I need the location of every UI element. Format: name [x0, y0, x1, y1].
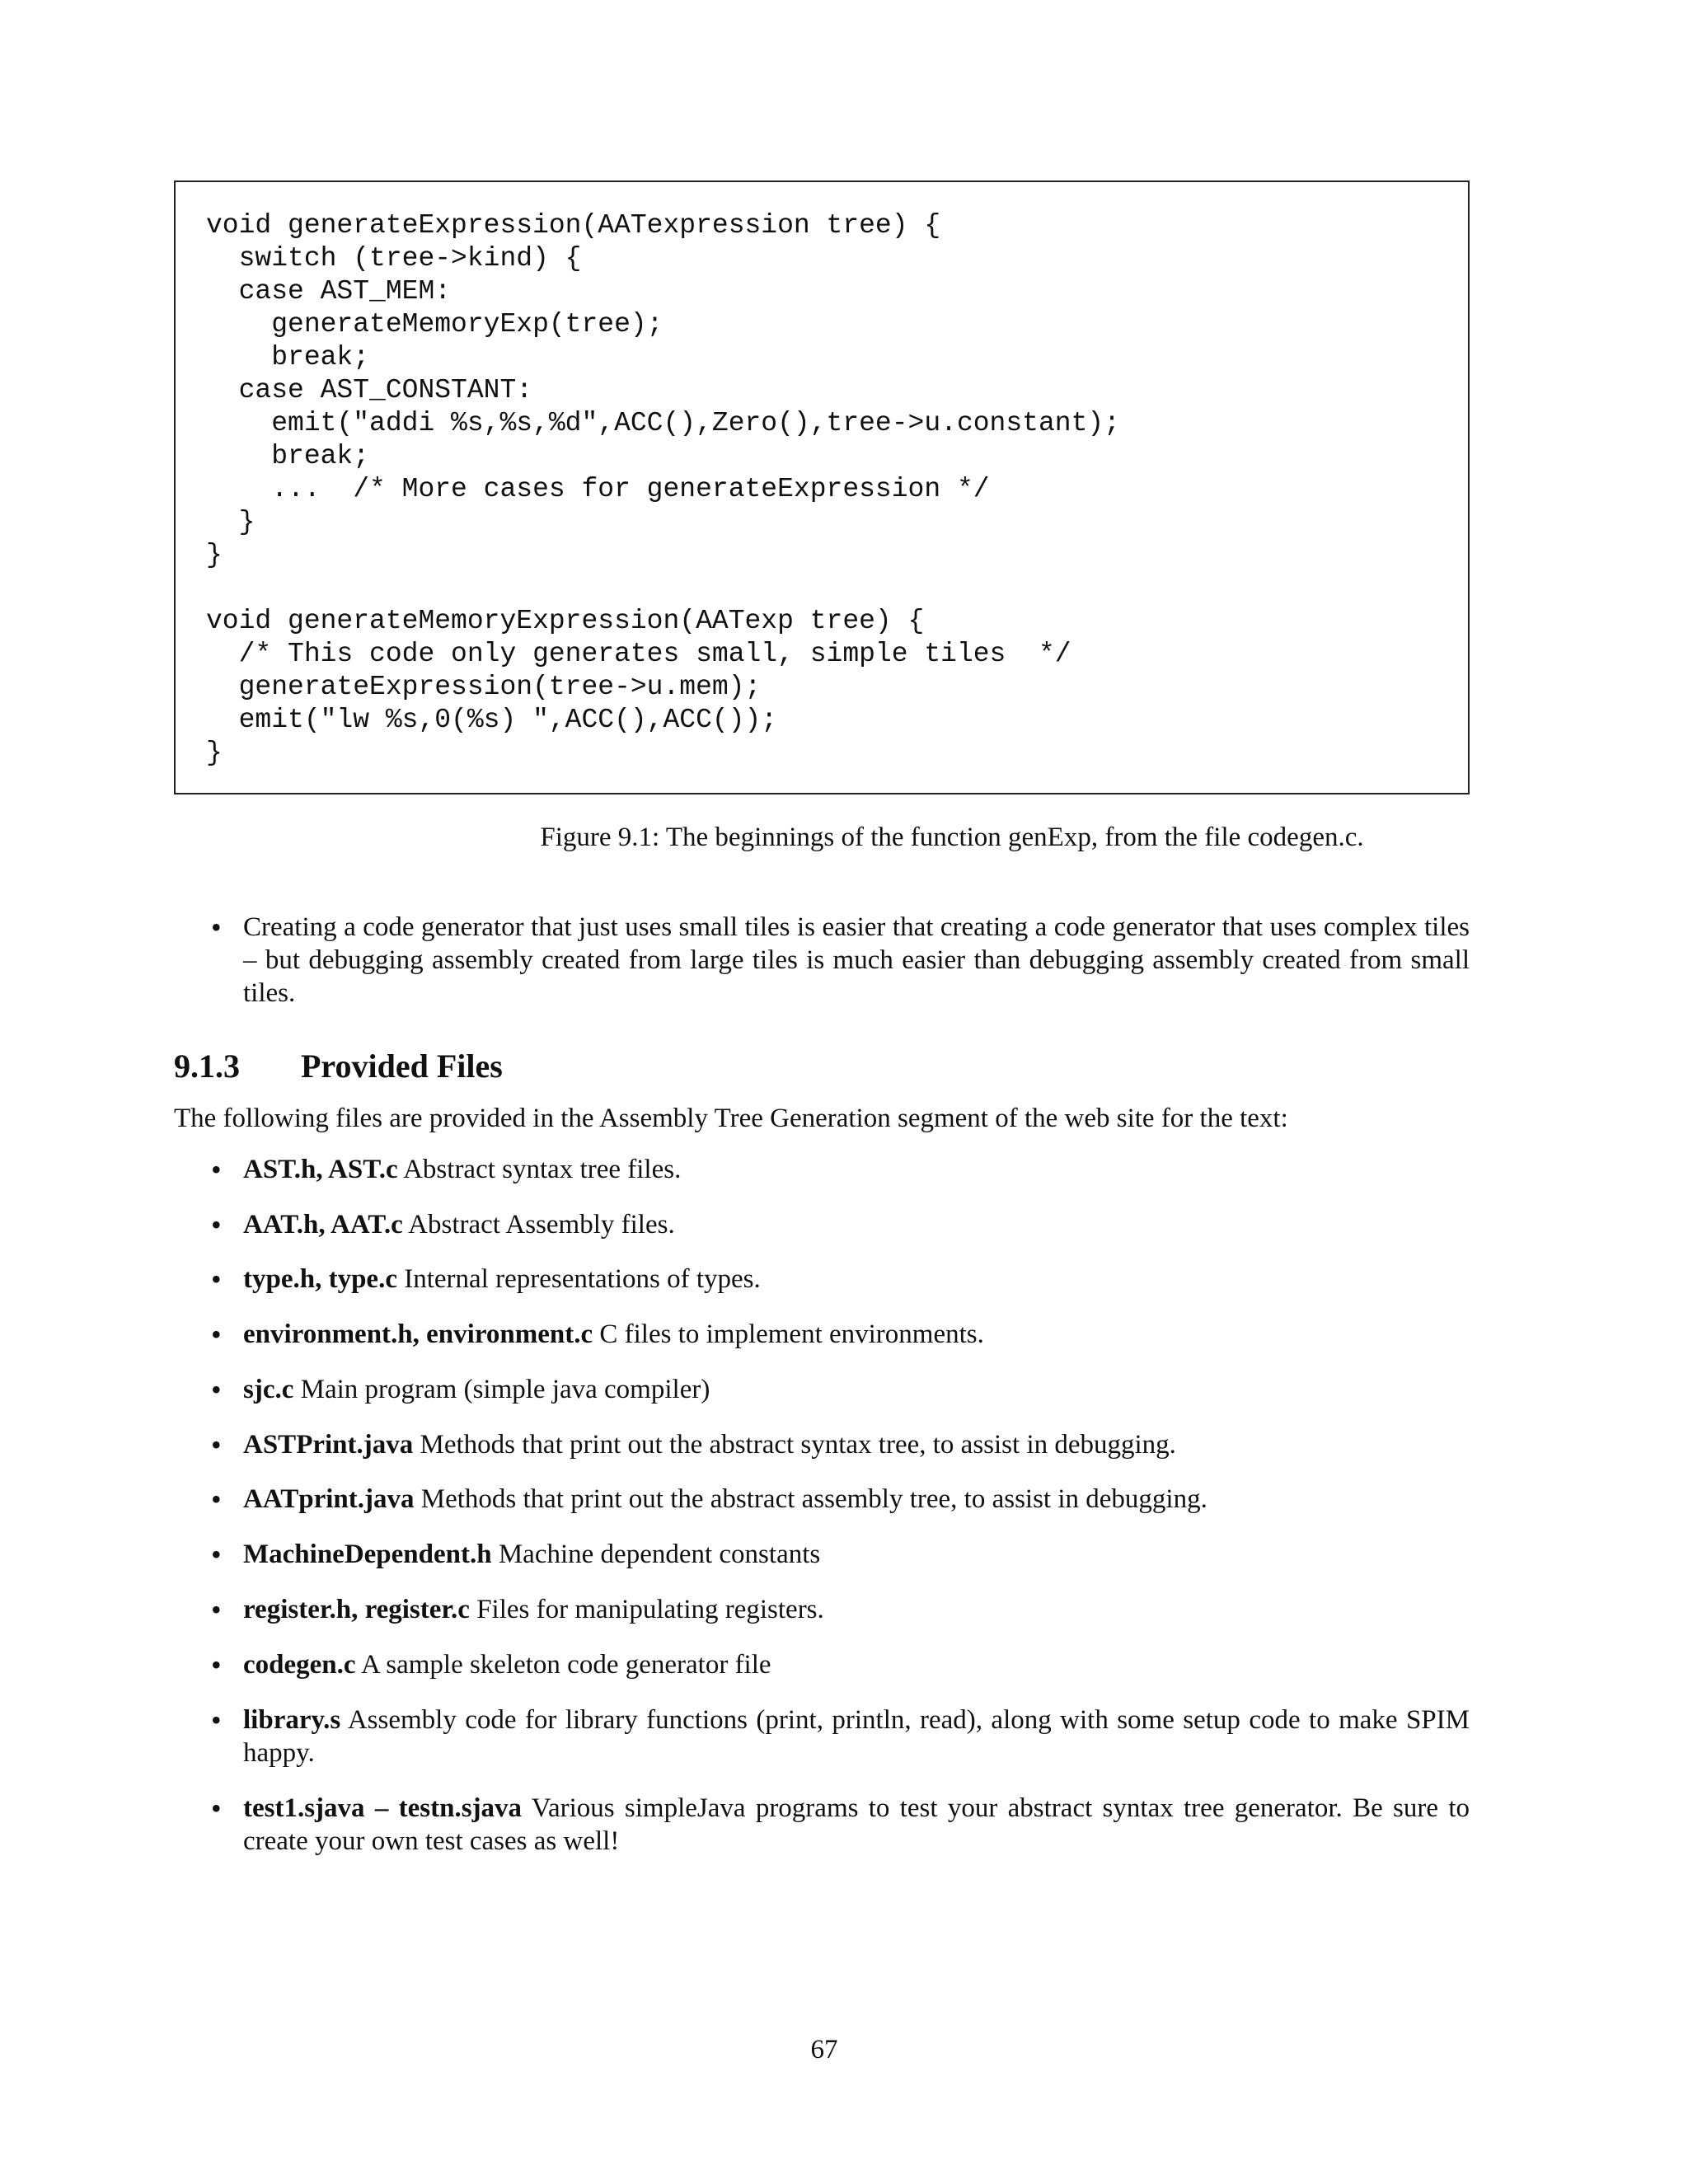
file-list-item [243, 1538, 1470, 1571]
file-name: sjc.c [243, 1375, 294, 1404]
bullet-icon: • [211, 1483, 222, 1516]
file-name: library.s [243, 1705, 341, 1735]
bullet-icon: • [211, 1428, 222, 1461]
bullet-icon: • [211, 1593, 222, 1626]
figure-caption: Figure 9.1: The beginnings of the function genExp, from the file codegen.c. [540, 823, 1364, 852]
bullet-icon: • [211, 1208, 222, 1241]
file-name: MachineDependent.h [243, 1540, 492, 1569]
file-description: C files to implement environments. [593, 1319, 984, 1349]
file-name: AST.h, AST.c [243, 1155, 398, 1184]
file-description: Methods that print out the abstract syntax tree, to assist in debugging. [413, 1430, 1176, 1460]
bullet-icon: • [211, 1263, 222, 1296]
section-number: 9.1.3 [174, 1047, 240, 1085]
file-description: Internal representations of types. [396, 1264, 761, 1294]
section-title: Provided Files [301, 1047, 503, 1085]
file-list-item [243, 1792, 1470, 1858]
file-description: Abstract syntax tree files. [397, 1155, 682, 1184]
file-name: test1.sjava – testn.sjava [243, 1793, 523, 1823]
file-list-item [243, 1263, 1470, 1296]
file-list-item [243, 1704, 1470, 1769]
section-heading [174, 1047, 503, 1086]
file-description: Files for manipulating registers. [469, 1595, 824, 1624]
file-description: Assembly code for library functions (print, println, read), along with some setup code to make SPIM happy. [243, 1705, 1470, 1768]
file-description: Methods that print out the abstract assembly tree, to assist in debugging. [414, 1484, 1207, 1514]
bullet-icon: • [211, 1538, 222, 1571]
bullet-icon: • [211, 1153, 222, 1186]
bullet-icon: • [211, 1373, 222, 1406]
file-description: A sample skeleton code generator file [355, 1650, 771, 1680]
file-list-item [243, 1648, 1470, 1681]
file-description: Abstract Assembly files. [402, 1210, 675, 1240]
file-list-item [243, 1428, 1470, 1461]
file-list-item [243, 1483, 1470, 1516]
file-description: Machine dependent constants [491, 1540, 821, 1569]
code-listing: void generateExpression(AATexpression tree) { switch (tree->kind) { case AST_MEM: generateMemoryExp(tree); break; case AST_CONSTANT: emit("addi %s,%s,%d",ACC(),Zero(),tree->u.constant); break; ... /* More cases for generateExpression */ } } void generateMemoryExpression(AATexp tree) { /* This code only generates small, simple tiles */ generateExpression(tree->u.mem); emit("lw %s,0(%s) ",ACC(),ACC()); } [206, 210, 1120, 768]
bullet-icon: • [211, 1648, 222, 1681]
bullet-icon: • [211, 1704, 222, 1736]
file-description: Various simpleJava programs to test your abstract syntax tree generator. Be sure to create your own test cases as well! [243, 1793, 1470, 1856]
file-list-item [243, 1153, 1470, 1186]
file-list-item [243, 1318, 1470, 1351]
file-name: environment.h, environment.c [243, 1319, 593, 1349]
file-name: register.h, register.c [243, 1595, 470, 1624]
intro-paragraph: The following files are provided in the Assembly Tree Generation segment of the web site for the text: [174, 1104, 1288, 1133]
bullet-icon: • [211, 911, 222, 944]
tiles-note: Creating a code generator that just uses small tiles is easier that creating a code generator that uses complex tiles – but debugging assembly created from large tiles is much easier than debugging assembly created from small tiles. [243, 912, 1470, 1008]
file-name: ASTPrint.java [243, 1430, 414, 1460]
file-name: codegen.c [243, 1650, 356, 1680]
file-name: AAT.h, AAT.c [243, 1210, 403, 1240]
file-list-item [243, 1208, 1470, 1241]
code-listing-box [174, 180, 1470, 794]
file-list-item [243, 1593, 1470, 1626]
bullet-icon: • [211, 1318, 222, 1351]
bullet-icon: • [211, 1792, 222, 1825]
page-number: 67 [810, 2035, 838, 2064]
file-name: type.h, type.c [243, 1264, 397, 1294]
file-list-item [243, 1373, 1470, 1406]
file-description: Main program (simple java compiler) [293, 1375, 710, 1404]
file-name: AATprint.java [243, 1484, 415, 1514]
